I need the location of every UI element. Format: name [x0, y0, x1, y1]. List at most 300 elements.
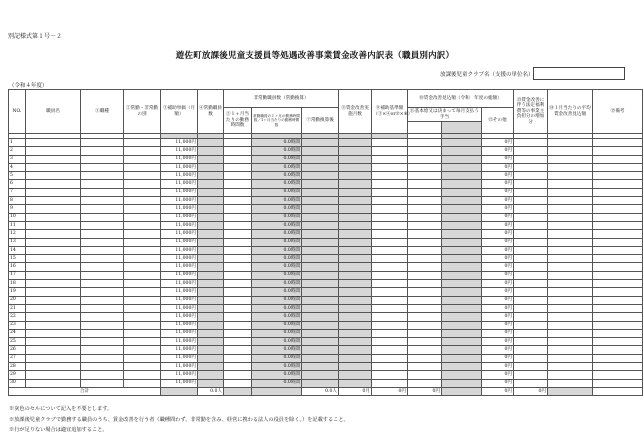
input-cell[interactable]	[548, 354, 593, 362]
input-cell[interactable]	[224, 205, 252, 213]
input-cell[interactable]	[593, 230, 643, 238]
input-cell[interactable]	[124, 188, 161, 196]
input-cell[interactable]	[372, 271, 408, 279]
input-cell[interactable]	[372, 188, 408, 196]
input-cell[interactable]	[81, 321, 124, 329]
input-cell[interactable]	[26, 163, 81, 171]
input-cell[interactable]	[548, 296, 593, 304]
unit-price-cell: 11,000円	[161, 238, 198, 246]
input-cell[interactable]	[81, 238, 124, 246]
input-cell[interactable]	[593, 263, 643, 271]
input-cell[interactable]	[26, 338, 81, 346]
input-cell[interactable]	[593, 313, 643, 321]
input-cell[interactable]	[372, 346, 408, 354]
input-cell[interactable]	[593, 172, 643, 180]
input-cell[interactable]	[26, 371, 81, 379]
input-cell[interactable]	[26, 296, 81, 304]
input-cell[interactable]	[593, 280, 643, 288]
input-cell[interactable]	[224, 197, 252, 205]
input-cell[interactable]	[81, 221, 124, 229]
input-cell[interactable]	[124, 313, 161, 321]
input-cell[interactable]	[408, 221, 442, 229]
row-number: 8	[9, 197, 26, 205]
input-cell[interactable]	[124, 205, 161, 213]
input-cell[interactable]	[26, 313, 81, 321]
shaded-cell	[442, 371, 482, 379]
shaded-cell	[302, 230, 339, 238]
input-cell[interactable]	[548, 371, 593, 379]
input-cell[interactable]	[514, 147, 548, 155]
input-cell[interactable]	[224, 313, 252, 321]
input-cell[interactable]	[26, 180, 81, 188]
input-cell[interactable]	[26, 280, 81, 288]
input-cell[interactable]	[514, 296, 548, 304]
input-cell[interactable]	[224, 255, 252, 263]
input-cell[interactable]	[593, 304, 643, 312]
input-cell[interactable]	[408, 288, 442, 296]
input-cell[interactable]	[81, 205, 124, 213]
input-cell[interactable]	[224, 246, 252, 254]
input-cell[interactable]	[408, 280, 442, 288]
input-cell[interactable]	[224, 329, 252, 337]
input-cell[interactable]	[548, 180, 593, 188]
input-cell[interactable]	[548, 313, 593, 321]
input-cell[interactable]	[81, 288, 124, 296]
input-cell[interactable]	[81, 280, 124, 288]
input-cell[interactable]	[593, 147, 643, 155]
input-cell[interactable]	[548, 172, 593, 180]
input-cell[interactable]	[372, 313, 408, 321]
input-cell[interactable]	[224, 288, 252, 296]
input-cell[interactable]	[124, 304, 161, 312]
input-cell[interactable]	[124, 221, 161, 229]
input-cell[interactable]	[26, 379, 81, 387]
input-cell[interactable]	[124, 139, 161, 147]
other-cell: 0円	[482, 321, 514, 329]
input-cell[interactable]	[593, 271, 643, 279]
input-cell[interactable]	[548, 197, 593, 205]
input-cell[interactable]	[408, 188, 442, 196]
input-cell[interactable]	[548, 238, 593, 246]
input-cell[interactable]	[372, 296, 408, 304]
input-cell[interactable]	[124, 329, 161, 337]
input-cell[interactable]	[372, 280, 408, 288]
input-cell[interactable]	[224, 155, 252, 163]
input-cell[interactable]	[372, 197, 408, 205]
input-cell[interactable]	[224, 188, 252, 196]
input-cell[interactable]	[514, 180, 548, 188]
input-cell[interactable]	[124, 230, 161, 238]
input-cell[interactable]	[408, 163, 442, 171]
input-cell[interactable]	[593, 296, 643, 304]
input-cell[interactable]	[593, 379, 643, 387]
input-cell[interactable]	[124, 255, 161, 263]
input-cell[interactable]	[593, 255, 643, 263]
input-cell[interactable]	[224, 263, 252, 271]
input-cell[interactable]	[124, 321, 161, 329]
shaded-cell	[198, 139, 224, 147]
input-cell[interactable]	[548, 188, 593, 196]
input-cell[interactable]	[372, 304, 408, 312]
input-cell[interactable]	[26, 205, 81, 213]
input-cell[interactable]	[26, 188, 81, 196]
input-cell[interactable]	[81, 230, 124, 238]
input-cell[interactable]	[548, 147, 593, 155]
input-cell[interactable]	[548, 321, 593, 329]
input-cell[interactable]	[372, 163, 408, 171]
input-cell[interactable]	[81, 296, 124, 304]
input-cell[interactable]	[81, 246, 124, 254]
input-cell[interactable]	[593, 329, 643, 337]
input-cell[interactable]	[514, 371, 548, 379]
input-cell[interactable]	[81, 155, 124, 163]
input-cell[interactable]	[124, 338, 161, 346]
input-cell[interactable]	[514, 238, 548, 246]
input-cell[interactable]	[408, 155, 442, 163]
input-cell[interactable]	[124, 246, 161, 254]
input-cell[interactable]	[26, 304, 81, 312]
input-cell[interactable]	[548, 329, 593, 337]
input-cell[interactable]	[26, 147, 81, 155]
input-cell[interactable]	[593, 197, 643, 205]
input-cell[interactable]	[81, 255, 124, 263]
input-cell[interactable]	[224, 238, 252, 246]
input-cell[interactable]	[548, 221, 593, 229]
input-cell[interactable]	[408, 296, 442, 304]
other-cell: 0円	[482, 213, 514, 221]
input-cell[interactable]	[372, 246, 408, 254]
input-cell[interactable]	[548, 363, 593, 371]
input-cell[interactable]	[408, 213, 442, 221]
input-cell[interactable]	[81, 263, 124, 271]
input-cell[interactable]	[26, 230, 81, 238]
input-cell[interactable]	[372, 172, 408, 180]
input-cell[interactable]	[514, 255, 548, 263]
input-cell[interactable]	[593, 180, 643, 188]
input-cell[interactable]	[372, 155, 408, 163]
input-cell[interactable]	[372, 205, 408, 213]
shaded-cell	[339, 338, 372, 346]
input-cell[interactable]	[593, 221, 643, 229]
input-cell[interactable]	[124, 363, 161, 371]
input-cell[interactable]	[124, 346, 161, 354]
input-cell[interactable]	[593, 363, 643, 371]
shaded-cell	[302, 304, 339, 312]
input-cell[interactable]	[408, 139, 442, 147]
input-cell[interactable]	[81, 379, 124, 387]
input-cell[interactable]	[548, 379, 593, 387]
input-cell[interactable]	[548, 304, 593, 312]
input-cell[interactable]	[372, 255, 408, 263]
input-cell[interactable]	[372, 321, 408, 329]
input-cell[interactable]	[548, 246, 593, 254]
shaded-cell	[442, 147, 482, 155]
input-cell[interactable]	[548, 139, 593, 147]
input-cell[interactable]	[81, 139, 124, 147]
input-cell[interactable]	[408, 304, 442, 312]
input-cell[interactable]	[514, 205, 548, 213]
input-cell[interactable]	[124, 371, 161, 379]
input-cell[interactable]	[514, 354, 548, 362]
input-cell[interactable]	[548, 213, 593, 221]
header-base-pay-a	[408, 122, 442, 134]
input-cell[interactable]	[124, 263, 161, 271]
input-cell[interactable]	[124, 197, 161, 205]
input-cell[interactable]	[81, 329, 124, 337]
shaded-cell	[198, 288, 224, 296]
input-cell[interactable]	[224, 338, 252, 346]
row-number: 6	[9, 180, 26, 188]
input-cell[interactable]	[124, 180, 161, 188]
input-cell[interactable]	[593, 139, 643, 147]
input-cell[interactable]	[372, 139, 408, 147]
input-cell[interactable]	[372, 354, 408, 362]
input-cell[interactable]	[372, 180, 408, 188]
input-cell[interactable]	[593, 155, 643, 163]
header-unit-price: ③補助単価（月額）	[161, 90, 198, 134]
input-cell[interactable]	[408, 255, 442, 263]
other-cell: 0円	[482, 354, 514, 362]
input-cell[interactable]	[408, 313, 442, 321]
input-cell[interactable]	[548, 255, 593, 263]
input-cell[interactable]	[372, 221, 408, 229]
input-cell[interactable]	[548, 205, 593, 213]
input-cell[interactable]	[81, 163, 124, 171]
input-cell[interactable]	[81, 197, 124, 205]
input-cell[interactable]	[26, 172, 81, 180]
shaded-cell	[442, 139, 482, 147]
shaded-cell	[339, 172, 372, 180]
input-cell[interactable]	[26, 363, 81, 371]
input-cell[interactable]	[514, 172, 548, 180]
input-cell[interactable]	[224, 296, 252, 304]
input-cell[interactable]	[548, 346, 593, 354]
input-cell[interactable]	[124, 163, 161, 171]
input-cell[interactable]	[548, 155, 593, 163]
input-cell[interactable]	[408, 197, 442, 205]
input-cell[interactable]	[514, 213, 548, 221]
input-cell[interactable]	[26, 271, 81, 279]
input-cell[interactable]	[26, 221, 81, 229]
input-cell[interactable]	[372, 371, 408, 379]
input-cell[interactable]	[26, 197, 81, 205]
input-cell[interactable]	[224, 304, 252, 312]
input-cell[interactable]	[81, 363, 124, 371]
input-cell[interactable]	[224, 180, 252, 188]
input-cell[interactable]	[26, 329, 81, 337]
input-cell[interactable]	[81, 213, 124, 221]
input-cell[interactable]	[26, 255, 81, 263]
shaded-cell	[302, 155, 339, 163]
input-cell[interactable]	[514, 197, 548, 205]
input-cell[interactable]	[514, 230, 548, 238]
input-cell[interactable]	[81, 172, 124, 180]
input-cell[interactable]	[408, 271, 442, 279]
input-cell[interactable]	[514, 155, 548, 163]
input-cell[interactable]	[372, 147, 408, 155]
input-cell[interactable]	[408, 263, 442, 271]
input-cell[interactable]	[124, 155, 161, 163]
club-name-label: 放課後児童クラブ名（支援の単位名）	[440, 72, 534, 78]
input-cell[interactable]	[81, 304, 124, 312]
input-cell[interactable]	[81, 313, 124, 321]
input-cell[interactable]	[514, 338, 548, 346]
input-cell[interactable]	[548, 230, 593, 238]
input-cell[interactable]	[593, 288, 643, 296]
input-cell[interactable]	[548, 288, 593, 296]
input-cell[interactable]	[372, 363, 408, 371]
input-cell[interactable]	[593, 188, 643, 196]
input-cell[interactable]	[408, 147, 442, 155]
input-cell[interactable]	[593, 163, 643, 171]
input-cell[interactable]	[224, 363, 252, 371]
input-cell[interactable]	[224, 379, 252, 387]
input-cell[interactable]	[514, 304, 548, 312]
table-row	[9, 313, 643, 321]
row-number: 1	[9, 139, 26, 147]
input-cell[interactable]	[408, 321, 442, 329]
input-cell[interactable]	[81, 371, 124, 379]
input-cell[interactable]	[408, 338, 442, 346]
input-cell[interactable]	[514, 221, 548, 229]
input-cell[interactable]	[26, 321, 81, 329]
input-cell[interactable]	[372, 288, 408, 296]
input-cell[interactable]	[224, 230, 252, 238]
input-cell[interactable]	[224, 371, 252, 379]
input-cell[interactable]	[224, 354, 252, 362]
input-cell[interactable]	[408, 371, 442, 379]
input-cell[interactable]	[26, 346, 81, 354]
input-cell[interactable]	[514, 379, 548, 387]
input-cell[interactable]	[408, 238, 442, 246]
input-cell[interactable]	[548, 163, 593, 171]
input-cell[interactable]	[372, 263, 408, 271]
input-cell[interactable]	[26, 288, 81, 296]
input-cell[interactable]	[408, 379, 442, 387]
input-cell[interactable]	[81, 346, 124, 354]
input-cell[interactable]	[372, 230, 408, 238]
input-cell[interactable]	[408, 329, 442, 337]
unit-price-cell: 11,000円	[161, 379, 198, 387]
input-cell[interactable]	[26, 246, 81, 254]
input-cell[interactable]	[548, 263, 593, 271]
input-cell[interactable]	[124, 379, 161, 387]
input-cell[interactable]	[408, 230, 442, 238]
input-cell[interactable]	[224, 139, 252, 147]
input-cell[interactable]	[372, 213, 408, 221]
input-cell[interactable]	[593, 346, 643, 354]
input-cell[interactable]	[408, 363, 442, 371]
input-cell[interactable]	[81, 271, 124, 279]
input-cell[interactable]	[514, 329, 548, 337]
shaded-cell	[302, 139, 339, 147]
input-cell[interactable]	[26, 139, 81, 147]
shaded-cell	[198, 263, 224, 271]
input-cell[interactable]	[408, 205, 442, 213]
input-cell[interactable]	[224, 221, 252, 229]
input-cell[interactable]	[124, 213, 161, 221]
shaded-cell	[302, 147, 339, 155]
input-cell[interactable]	[26, 354, 81, 362]
input-cell[interactable]	[593, 338, 643, 346]
unit-price-cell: 11,000円	[161, 263, 198, 271]
input-cell[interactable]	[224, 271, 252, 279]
input-cell[interactable]	[514, 321, 548, 329]
input-cell[interactable]	[372, 329, 408, 337]
input-cell[interactable]	[408, 180, 442, 188]
club-name-field[interactable]	[533, 67, 625, 80]
input-cell[interactable]	[124, 147, 161, 155]
input-cell[interactable]	[81, 188, 124, 196]
input-cell[interactable]	[124, 172, 161, 180]
input-cell[interactable]	[593, 371, 643, 379]
input-cell[interactable]	[26, 238, 81, 246]
input-cell[interactable]	[224, 346, 252, 354]
input-cell[interactable]	[124, 271, 161, 279]
input-cell[interactable]	[514, 263, 548, 271]
input-cell[interactable]	[548, 338, 593, 346]
input-cell[interactable]	[593, 213, 643, 221]
input-cell[interactable]	[514, 271, 548, 279]
input-cell[interactable]	[124, 288, 161, 296]
input-cell[interactable]	[514, 313, 548, 321]
input-cell[interactable]	[408, 346, 442, 354]
input-cell[interactable]	[514, 246, 548, 254]
input-cell[interactable]	[548, 271, 593, 279]
input-cell[interactable]	[548, 280, 593, 288]
shaded-cell	[302, 213, 339, 221]
input-cell[interactable]	[81, 338, 124, 346]
input-cell[interactable]	[514, 188, 548, 196]
input-cell[interactable]	[408, 354, 442, 362]
input-cell[interactable]	[26, 213, 81, 221]
input-cell[interactable]	[124, 354, 161, 362]
input-cell[interactable]	[593, 354, 643, 362]
input-cell[interactable]	[514, 288, 548, 296]
input-cell[interactable]	[514, 363, 548, 371]
input-cell[interactable]	[124, 296, 161, 304]
input-cell[interactable]	[224, 163, 252, 171]
input-cell[interactable]	[593, 238, 643, 246]
input-cell[interactable]	[408, 246, 442, 254]
input-cell[interactable]	[224, 147, 252, 155]
input-cell[interactable]	[26, 155, 81, 163]
input-cell[interactable]	[593, 246, 643, 254]
row-number: 2	[9, 147, 26, 155]
input-cell[interactable]	[26, 263, 81, 271]
input-cell[interactable]	[81, 354, 124, 362]
input-cell[interactable]	[224, 321, 252, 329]
input-cell[interactable]	[81, 147, 124, 155]
input-cell[interactable]	[224, 280, 252, 288]
input-cell[interactable]	[81, 180, 124, 188]
input-cell[interactable]	[593, 321, 643, 329]
input-cell[interactable]	[372, 379, 408, 387]
input-cell[interactable]	[372, 238, 408, 246]
input-cell[interactable]	[124, 280, 161, 288]
input-cell[interactable]	[514, 280, 548, 288]
input-cell[interactable]	[593, 205, 643, 213]
input-cell[interactable]	[408, 172, 442, 180]
input-cell[interactable]	[124, 238, 161, 246]
unit-price-cell: 11,000円	[161, 296, 198, 304]
input-cell[interactable]	[224, 172, 252, 180]
input-cell[interactable]	[514, 346, 548, 354]
input-cell[interactable]	[224, 213, 252, 221]
input-cell[interactable]	[514, 163, 548, 171]
input-cell[interactable]	[372, 338, 408, 346]
input-cell[interactable]	[514, 139, 548, 147]
